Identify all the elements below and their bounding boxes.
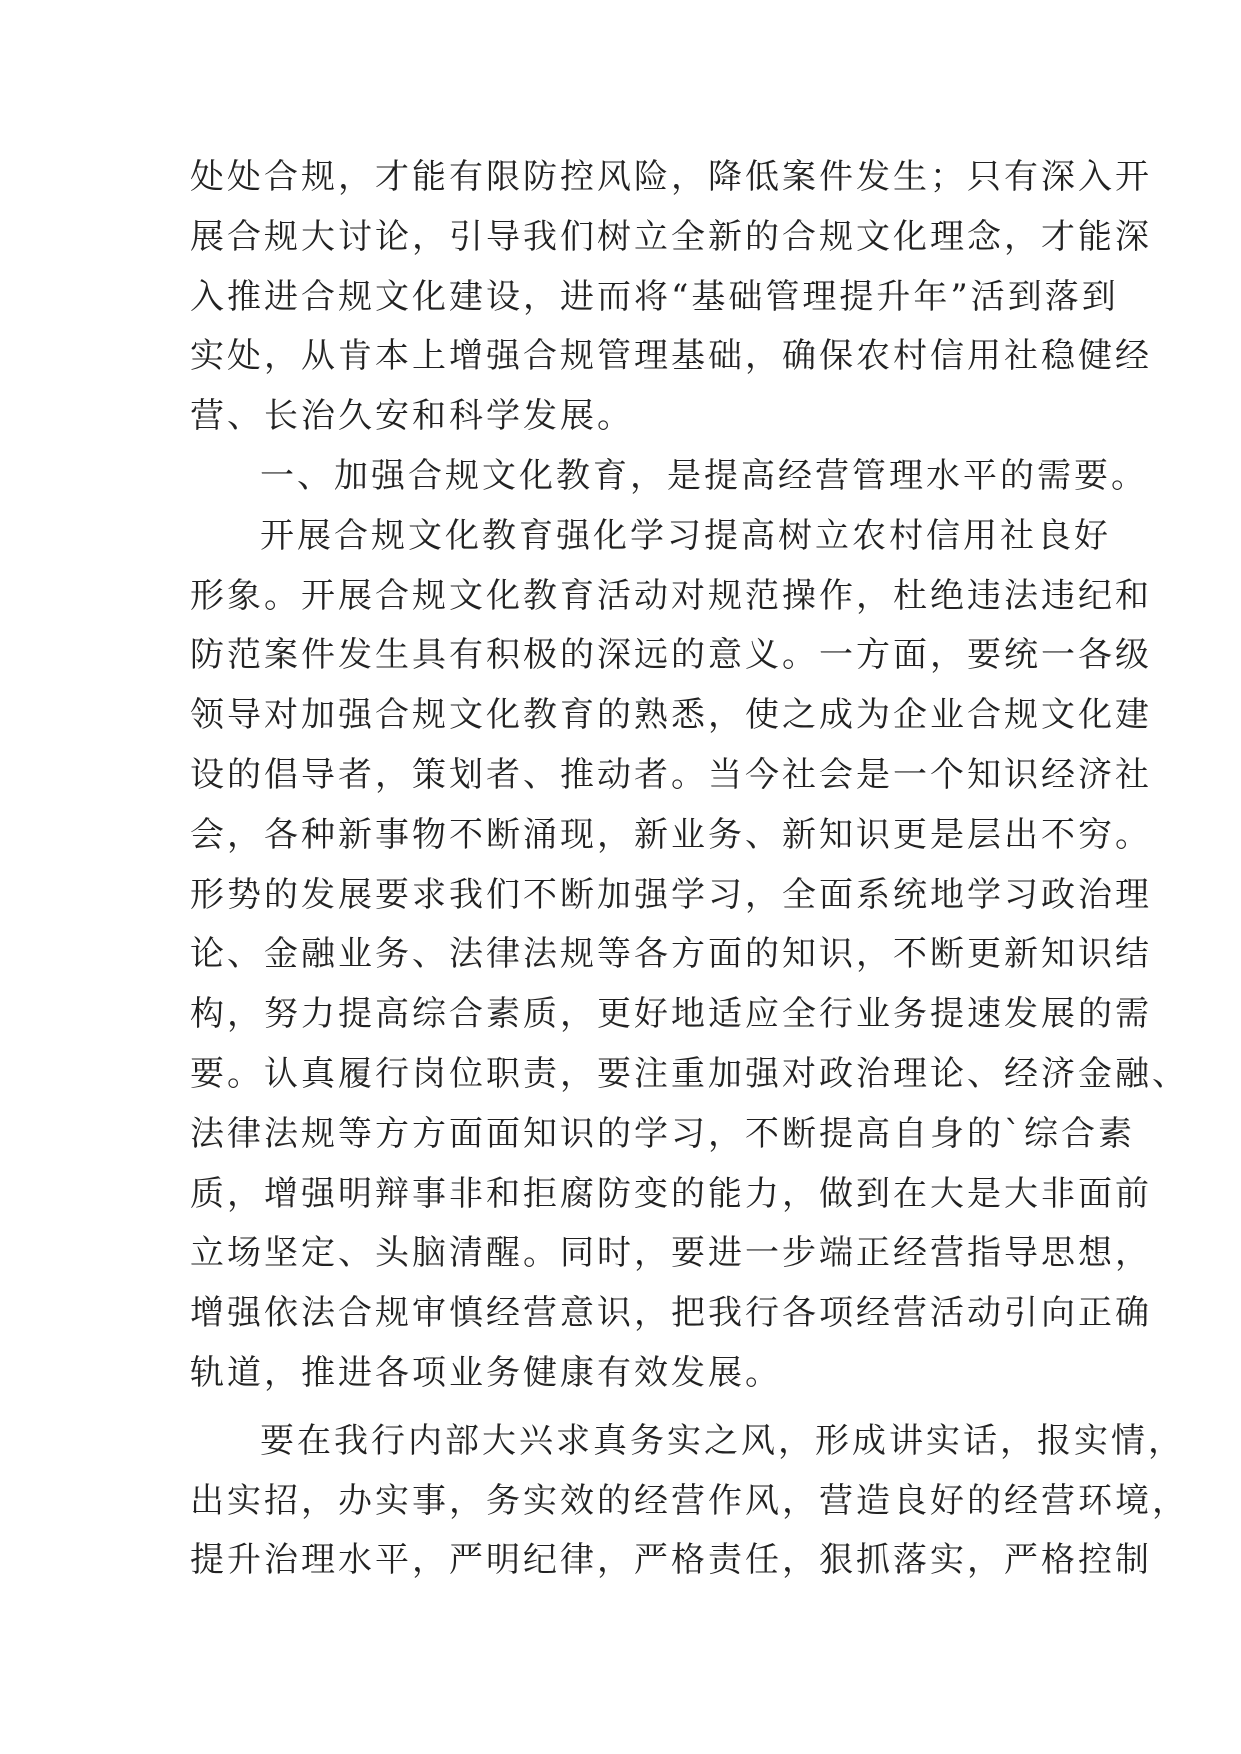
text-line: 会，各种新事物不断涌现，新业务、新知识更是层出不穷。 <box>190 814 1152 855</box>
paragraph <box>190 148 1152 447</box>
heading-line: 一、加强合规文化教育，是提高经营管理水平的需要。 <box>260 455 1148 496</box>
text-line: 构，努力提高综合素质，更好地适应全行业务提速发展的需 <box>190 994 1152 1035</box>
text-line: 形势的发展要求我们不断加强学习，全面系统地学习政治理 <box>190 874 1152 915</box>
text-line: 开展合规文化教育强化学习提高树立农村信用社良好 <box>260 515 1111 556</box>
text-line: 展合规大讨论，引导我们树立全新的合规文化理念，才能深 <box>190 216 1152 257</box>
text-line: 提升治理水平，严明纪律，严格责任，狠抓落实，严格控制 <box>190 1540 1152 1581</box>
text-line: 实处，从肯本上增强合规管理基础，确保农村信用社稳健经 <box>190 336 1152 377</box>
text-line: 防范案件发生具有积极的深远的意义。一方面，要统一各级 <box>190 635 1152 676</box>
document-body <box>190 148 1189 1591</box>
text-line: 设的倡导者，策划者、推动者。当今社会是一个知识经济社 <box>190 754 1152 795</box>
text-line: 处处合规，才能有限防控风险，降低案件发生；只有深入开 <box>190 157 1152 197</box>
text-line: 法律法规等方方面面知识的学习，不断提高自身的`综合素 <box>190 1113 1135 1154</box>
text-line: 营、长治久安和科学发展。 <box>190 396 634 437</box>
text-line: 领导对加强合规文化教育的熟悉，使之成为企业合规文化建 <box>190 695 1152 736</box>
text-line: 立场坚定、头脑清醒。同时，要进一步端正经营指导思想， <box>190 1233 1152 1274</box>
text-line: 要在我行内部大兴求真务实之风，形成讲实话，报实情， <box>260 1420 1185 1461</box>
text-line: 质，增强明辩事非和拒腐防变的能力，做到在大是大非面前 <box>190 1173 1152 1214</box>
text-line: 要。认真履行岗位职责，要注重加强对政治理论、经济金融、 <box>190 1053 1189 1094</box>
text-line: 入推进合规文化建设，进而将“基础管理提升年”活到落到 <box>190 276 1119 317</box>
paragraph <box>190 507 1189 1404</box>
paragraph <box>190 1412 1189 1591</box>
section-heading <box>190 447 1148 507</box>
text-line: 轨道，推进各项业务健康有效发展。 <box>190 1352 782 1393</box>
text-line: 形象。开展合规文化教育活动对规范操作，杜绝违法违纪和 <box>190 575 1152 616</box>
text-line: 出实招，办实事，务实效的经营作风，营造良好的经营环境， <box>190 1480 1189 1521</box>
text-line: 增强依法合规审慎经营意识，把我行各项经营活动引向正确 <box>190 1293 1152 1334</box>
text-line: 论、金融业务、法律法规等各方面的知识，不断更新知识结 <box>190 934 1152 975</box>
